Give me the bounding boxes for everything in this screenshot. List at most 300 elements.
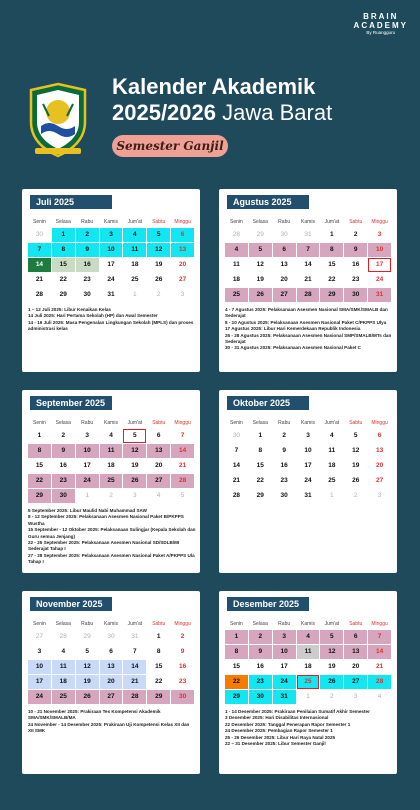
day-cell: 1 (52, 228, 75, 242)
day-cell: 3 (100, 228, 123, 242)
page-title (112, 74, 412, 126)
day-cell: 18 (123, 258, 146, 272)
day-cell: 28 (171, 474, 194, 488)
week-row (225, 459, 391, 473)
day-cell: 20 (147, 459, 170, 473)
day-cell: 7 (171, 429, 194, 443)
week-row (28, 459, 194, 473)
weekday-label: Rabu (81, 219, 94, 225)
title-region: Jawa Barat (222, 100, 333, 125)
day-cell: 19 (123, 459, 146, 473)
event-note: 10 - 21 November 2025: Prakiraan Tes Kompetensi Akademik SMA/SMK/SMALB/MA (28, 709, 161, 721)
day-cell: 20 (368, 459, 391, 473)
day-cell: 10 (368, 243, 391, 257)
day-cell: 2 (273, 429, 296, 443)
weekday-label: Senin (33, 621, 46, 627)
day-cell: 1 (147, 630, 170, 644)
event-note: 24 November - 14 Desember 2025: Prakiraan Uji Kompetensi Kelas XII dan XII SMK (28, 721, 190, 734)
day-cell: 28 (297, 288, 320, 302)
week-row (225, 288, 391, 302)
calendar-card-september (22, 390, 200, 573)
day-cell: 29 (28, 489, 51, 503)
calendar-card-juli (22, 189, 200, 372)
day-cell: 15 (147, 660, 170, 674)
event-notes (28, 307, 196, 333)
event-note: 1 – 12 Juli 2025: Libur Kenaikan Kelas (28, 307, 111, 312)
event-note: 3 Desember 2025: Hari Disabilitas Internasional (225, 715, 329, 721)
weekday-header-row (225, 418, 391, 428)
brand-logo (354, 12, 408, 36)
weekday-label: Kamis (301, 621, 315, 627)
day-cell: 1 (249, 429, 272, 443)
day-cell: 11 (100, 444, 123, 458)
day-cell: 24 (28, 690, 51, 704)
day-cell: 16 (344, 258, 367, 272)
day-cell: 27 (171, 273, 194, 287)
title-line1: Kalender Akademik (112, 74, 316, 99)
day-cell: 8 (225, 645, 248, 659)
day-cell: 14 (28, 258, 51, 272)
weekday-label: Rabu (278, 420, 291, 426)
day-cell: 28 (368, 675, 391, 689)
weekday-label: Kamis (104, 219, 118, 225)
day-cell: 10 (297, 444, 320, 458)
day-cell: 3 (171, 288, 194, 302)
weekday-label: Sabtu (349, 219, 363, 225)
day-cell: 6 (344, 630, 367, 644)
week-row (28, 258, 194, 272)
day-cell: 4 (225, 243, 248, 257)
weekday-header-row (28, 418, 194, 428)
day-cell: 24 (76, 474, 99, 488)
day-cell: 22 (28, 474, 51, 488)
day-cell: 13 (273, 258, 296, 272)
calendar-card-november (22, 591, 200, 774)
week-row (28, 444, 194, 458)
day-cell: 17 (368, 258, 391, 272)
day-cell: 26 (123, 474, 146, 488)
day-cell: 31 (123, 630, 146, 644)
day-cell: 25 (320, 474, 343, 488)
day-cell: 15 (52, 258, 75, 272)
weekday-label: Selasa (55, 420, 71, 426)
day-cell: 27 (100, 690, 123, 704)
day-cell: 9 (273, 444, 296, 458)
week-row (225, 273, 391, 287)
day-cell: 27 (273, 288, 296, 302)
day-cell: 20 (100, 675, 123, 689)
day-cell: 2 (52, 429, 75, 443)
day-cell: 29 (249, 489, 272, 503)
day-cell: 15 (249, 459, 272, 473)
day-cell: 8 (147, 645, 170, 659)
day-cell: 29 (147, 690, 170, 704)
day-cell: 4 (123, 228, 146, 242)
week-row (225, 243, 391, 257)
weekday-label: Senin (33, 420, 46, 426)
day-cell: 23 (52, 474, 75, 488)
day-cell: 24 (273, 675, 296, 689)
day-cell: 1 (76, 489, 99, 503)
weekday-label: Minggu (371, 420, 388, 426)
calendar-grid (28, 418, 194, 503)
event-note: 14 Juli 2025: Hari Pertama Sekolah (HP) dan Awal Semester (28, 313, 158, 319)
weekday-label: Jum'at (127, 621, 143, 627)
weekday-label: Kamis (104, 621, 118, 627)
day-cell: 12 (249, 258, 272, 272)
day-cell: 9 (52, 444, 75, 458)
weekday-label: Kamis (301, 420, 315, 426)
weekday-label: Sabtu (152, 219, 166, 225)
weekday-label: Minggu (174, 621, 191, 627)
day-cell: 18 (100, 459, 123, 473)
day-cell: 25 (123, 273, 146, 287)
day-cell: 19 (76, 675, 99, 689)
weekday-label: Senin (33, 219, 46, 225)
weekday-label: Selasa (55, 621, 71, 627)
day-cell: 11 (225, 258, 248, 272)
day-cell: 25 (225, 288, 248, 302)
day-cell: 14 (171, 444, 194, 458)
day-cell: 11 (52, 660, 75, 674)
day-cell: 20 (171, 258, 194, 272)
day-cell: 12 (344, 444, 367, 458)
day-cell: 5 (249, 243, 272, 257)
day-cell: 29 (320, 288, 343, 302)
day-cell: 28 (28, 288, 51, 302)
week-row (28, 429, 194, 443)
weekday-header-row (28, 619, 194, 629)
event-note: 27 - 28 September 2025: Pelaksanaan Asesmen Nasional Paket A/PKPPS Ula Tahap I (28, 552, 195, 565)
week-row (225, 444, 391, 458)
day-cell: 4 (368, 690, 391, 704)
brand-name-line1: BRAIN (363, 12, 399, 21)
month-title: Agustus 2025 (227, 195, 309, 209)
day-cell: 30 (249, 690, 272, 704)
week-row (28, 690, 194, 704)
calendar-grid (28, 217, 194, 302)
day-cell: 17 (28, 675, 51, 689)
day-cell: 20 (273, 273, 296, 287)
week-row (28, 675, 194, 689)
day-cell: 30 (52, 489, 75, 503)
brand-by: By Ruangguru (366, 30, 396, 35)
day-cell: 23 (171, 675, 194, 689)
event-note: 25 - 28 Agustus 2025: Pelaksanaan Asesmen Nasional SMP/SMALB/MTs dan Sederajat (225, 332, 392, 345)
day-cell: 5 (147, 228, 170, 242)
day-cell: 22 (147, 675, 170, 689)
day-cell: 5 (123, 429, 146, 443)
day-cell: 9 (249, 645, 272, 659)
day-cell: 4 (100, 429, 123, 443)
weekday-label: Selasa (55, 219, 71, 225)
week-row (28, 273, 194, 287)
day-cell: 9 (76, 243, 99, 257)
day-cell: 3 (344, 690, 367, 704)
day-cell: 14 (368, 645, 391, 659)
day-cell: 19 (320, 660, 343, 674)
month-title: Juli 2025 (30, 195, 112, 209)
day-cell: 8 (249, 444, 272, 458)
day-cell: 1 (297, 690, 320, 704)
event-note: 4 - 7 Agustus 2025: Pelaksanaan Asesmen Nasional SMA/SMK/SMALB dan Sederajat (225, 307, 388, 319)
event-note: 8 - 12 September 2025: Pelaksanaan Asesmen Nasional Paket B/PKPPS Wustha (28, 514, 184, 526)
day-cell: 21 (123, 675, 146, 689)
month-title: November 2025 (30, 597, 112, 611)
day-cell: 9 (344, 243, 367, 257)
week-row (28, 660, 194, 674)
day-cell: 25 (297, 675, 320, 689)
weekday-label: Senin (230, 621, 243, 627)
weekday-label: Kamis (104, 420, 118, 426)
day-cell: 3 (368, 489, 391, 503)
weekday-label: Kamis (301, 219, 315, 225)
day-cell: 17 (76, 459, 99, 473)
event-note: 22 – 31 Desember 2025: Libur Semester Ganjil (225, 741, 326, 747)
day-cell: 3 (297, 429, 320, 443)
day-cell: 9 (171, 645, 194, 659)
day-cell: 3 (123, 489, 146, 503)
day-cell: 15 (320, 258, 343, 272)
day-cell: 29 (249, 228, 272, 242)
day-cell: 7 (297, 243, 320, 257)
day-cell: 1 (320, 228, 343, 242)
day-cell: 3 (28, 645, 51, 659)
calendar-grid (28, 619, 194, 704)
day-cell: 25 (100, 474, 123, 488)
day-cell: 7 (368, 630, 391, 644)
day-cell: 30 (171, 690, 194, 704)
day-cell: 7 (28, 243, 51, 257)
day-cell: 31 (273, 690, 296, 704)
weekday-label: Minggu (174, 420, 191, 426)
calendar-grid (225, 619, 391, 704)
day-cell: 3 (368, 228, 391, 242)
day-cell: 8 (28, 444, 51, 458)
event-notes (225, 307, 393, 352)
week-row (28, 228, 194, 242)
day-cell: 12 (76, 660, 99, 674)
day-cell: 31 (368, 288, 391, 302)
day-cell: 11 (297, 645, 320, 659)
calendar-grid (225, 217, 391, 302)
day-cell: 1 (320, 489, 343, 503)
calendar-card-agustus (219, 189, 397, 372)
day-cell: 15 (225, 660, 248, 674)
day-cell: 30 (273, 228, 296, 242)
day-cell: 5 (76, 645, 99, 659)
day-cell: 6 (368, 429, 391, 443)
brand-name-line2: ACADEMY (353, 21, 408, 30)
event-note: 24 Desember 2025: Pembagian Rapor Semester 1 (225, 728, 333, 734)
day-cell: 21 (297, 273, 320, 287)
week-row (225, 675, 391, 689)
month-title: September 2025 (30, 396, 112, 410)
day-cell: 22 (225, 675, 248, 689)
day-cell: 19 (249, 273, 272, 287)
week-row (225, 645, 391, 659)
day-cell: 10 (76, 444, 99, 458)
day-cell: 30 (344, 288, 367, 302)
weekday-label: Minggu (174, 219, 191, 225)
weekday-header-row (28, 217, 194, 227)
day-cell: 24 (100, 273, 123, 287)
event-notes (28, 709, 196, 735)
weekday-label: Jum'at (324, 420, 340, 426)
title-year: 2025/2026 (112, 100, 216, 125)
day-cell: 21 (171, 459, 194, 473)
day-cell: 1 (28, 429, 51, 443)
weekday-label: Sabtu (349, 420, 363, 426)
event-note: 5 September 2025: Libur Maulid Nabi Muhammad SAW (28, 508, 147, 513)
week-row (28, 288, 194, 302)
day-cell: 18 (320, 459, 343, 473)
day-cell: 5 (320, 630, 343, 644)
event-notes (225, 709, 393, 747)
day-cell: 2 (171, 630, 194, 644)
day-cell: 23 (344, 273, 367, 287)
day-cell: 14 (225, 459, 248, 473)
calendar-grid (225, 418, 391, 503)
day-cell: 8 (320, 243, 343, 257)
day-cell: 2 (249, 630, 272, 644)
day-cell: 12 (320, 645, 343, 659)
day-cell: 27 (368, 474, 391, 488)
day-cell: 16 (249, 660, 272, 674)
day-cell: 17 (100, 258, 123, 272)
day-cell: 2 (320, 690, 343, 704)
calendar-card-desember (219, 591, 397, 774)
weekday-label: Selasa (252, 621, 268, 627)
day-cell: 3 (273, 630, 296, 644)
weekday-label: Senin (230, 420, 243, 426)
day-cell: 31 (100, 288, 123, 302)
day-cell: 4 (52, 645, 75, 659)
day-cell: 2 (344, 228, 367, 242)
week-row (225, 690, 391, 704)
week-row (225, 489, 391, 503)
weekday-header-row (225, 619, 391, 629)
day-cell: 1 (225, 630, 248, 644)
day-cell: 13 (368, 444, 391, 458)
day-cell: 25 (52, 690, 75, 704)
week-row (225, 258, 391, 272)
day-cell: 28 (225, 228, 248, 242)
day-cell: 26 (249, 288, 272, 302)
weekday-label: Sabtu (152, 621, 166, 627)
day-cell: 26 (320, 675, 343, 689)
weekday-label: Rabu (278, 219, 291, 225)
day-cell: 6 (171, 228, 194, 242)
day-cell: 11 (320, 444, 343, 458)
day-cell: 30 (225, 429, 248, 443)
event-note: 15 September - 12 Oktober 2025: Pelaksanaan Sulingjar (Kepala Sekolah dan Guru semua Jenjang) (28, 527, 196, 539)
day-cell: 30 (100, 630, 123, 644)
day-cell: 17 (297, 459, 320, 473)
day-cell: 29 (52, 288, 75, 302)
day-cell: 29 (76, 630, 99, 644)
weekday-label: Minggu (371, 219, 388, 225)
day-cell: 18 (52, 675, 75, 689)
day-cell: 29 (225, 690, 248, 704)
day-cell: 21 (225, 474, 248, 488)
day-cell: 23 (76, 273, 99, 287)
week-row (225, 429, 391, 443)
day-cell: 24 (368, 273, 391, 287)
week-row (225, 660, 391, 674)
day-cell: 6 (147, 429, 170, 443)
day-cell: 6 (273, 243, 296, 257)
day-cell: 10 (100, 243, 123, 257)
day-cell: 30 (273, 489, 296, 503)
day-cell: 12 (123, 444, 146, 458)
day-cell: 4 (320, 429, 343, 443)
weekday-label: Jum'at (324, 621, 340, 627)
day-cell: 14 (297, 258, 320, 272)
day-cell: 21 (28, 273, 51, 287)
day-cell: 19 (147, 258, 170, 272)
day-cell: 14 (123, 660, 146, 674)
event-note: 30 - 31 Agustus 2025: Pelaksanaan Asesmen Nasional Paket C (225, 345, 362, 351)
day-cell: 4 (147, 489, 170, 503)
day-cell: 7 (123, 645, 146, 659)
day-cell: 22 (249, 474, 272, 488)
week-row (28, 645, 194, 659)
day-cell: 13 (344, 645, 367, 659)
day-cell: 13 (100, 660, 123, 674)
weekday-label: Sabtu (349, 621, 363, 627)
week-row (28, 489, 194, 503)
day-cell: 16 (171, 660, 194, 674)
day-cell: 26 (344, 474, 367, 488)
event-note: 22 Desember 2025: Tanggal Penerapan Rapor Semester 1 (225, 721, 351, 727)
week-row (28, 243, 194, 257)
day-cell: 17 (273, 660, 296, 674)
day-cell: 23 (249, 675, 272, 689)
day-cell: 13 (147, 444, 170, 458)
day-cell: 30 (76, 288, 99, 302)
event-note: 17 Agustus 2025: Libur Hari Kemerdekaan Republik Indonesia (225, 326, 361, 332)
day-cell: 18 (225, 273, 248, 287)
day-cell: 28 (225, 489, 248, 503)
day-cell: 28 (123, 690, 146, 704)
weekday-label: Senin (230, 219, 243, 225)
day-cell: 2 (76, 228, 99, 242)
weekday-label: Jum'at (324, 219, 340, 225)
week-row (225, 228, 391, 242)
weekday-label: Minggu (371, 621, 388, 627)
day-cell: 2 (344, 489, 367, 503)
day-cell: 22 (320, 273, 343, 287)
day-cell: 10 (273, 645, 296, 659)
day-cell: 30 (28, 228, 51, 242)
day-cell: 24 (297, 474, 320, 488)
day-cell: 19 (344, 459, 367, 473)
day-cell: 21 (368, 660, 391, 674)
day-cell: 16 (273, 459, 296, 473)
day-cell: 31 (297, 228, 320, 242)
weekday-label: Selasa (252, 420, 268, 426)
day-cell: 27 (147, 474, 170, 488)
weekday-label: Selasa (252, 219, 268, 225)
day-cell: 31 (297, 489, 320, 503)
day-cell: 23 (273, 474, 296, 488)
day-cell: 11 (123, 243, 146, 257)
day-cell: 16 (76, 258, 99, 272)
day-cell: 6 (100, 645, 123, 659)
event-note: 8 - 10 Agustus 2025: Pelaksanaan Asesmen Nasional Paket C/PKPPS Ulya (225, 319, 387, 325)
day-cell: 5 (171, 489, 194, 503)
